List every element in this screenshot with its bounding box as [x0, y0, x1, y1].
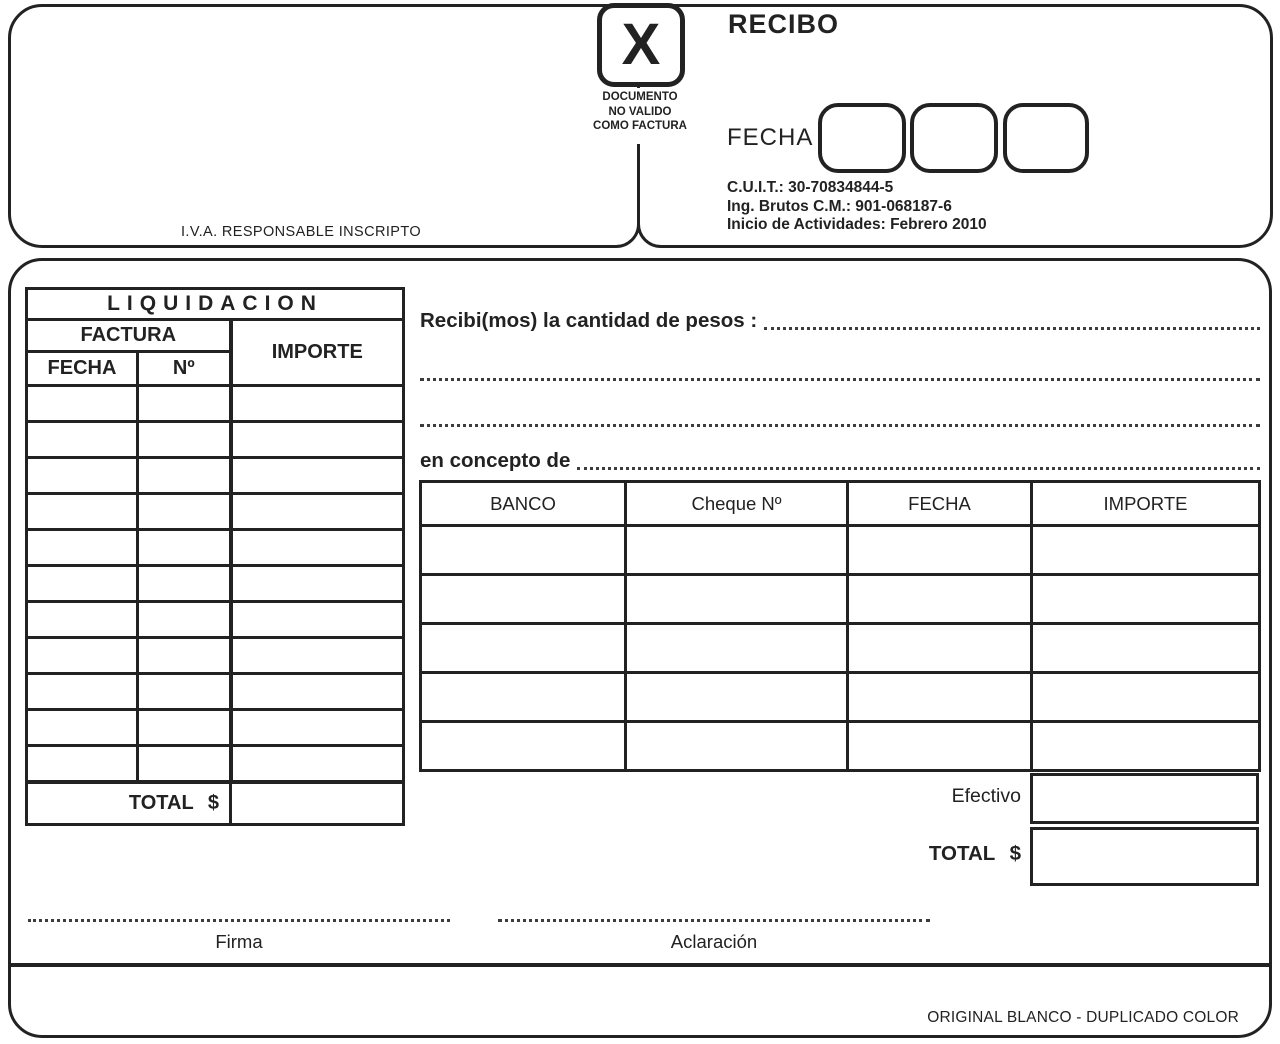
table-row: [27, 386, 404, 422]
empty-cell: [231, 458, 404, 494]
empty-cell: [138, 674, 231, 710]
amount-dots-2: [420, 378, 1260, 381]
empty-cell: [138, 602, 231, 638]
liquidacion-table: [25, 287, 405, 826]
empty-cell: [231, 530, 404, 566]
empty-cell: [27, 458, 138, 494]
empty-cell: [27, 746, 138, 782]
concepto-dots: [577, 467, 1260, 470]
clarification-block: [498, 919, 930, 953]
table-row: [421, 624, 1260, 673]
table-row: [27, 458, 404, 494]
empty-cell: [138, 422, 231, 458]
empty-cell: [848, 526, 1032, 575]
signature-block: [28, 919, 450, 953]
empty-cell: [1032, 624, 1260, 673]
empty-cell: [421, 624, 626, 673]
fecha-year-box: [1003, 103, 1089, 173]
concepto-label: en concepto de: [420, 449, 571, 472]
empty-cell: [231, 674, 404, 710]
liquidacion-total-label: TOTAL $: [27, 782, 231, 825]
empty-cell: [421, 722, 626, 771]
amount-line-1: [420, 309, 1260, 333]
amount-dots-3: [420, 424, 1260, 427]
signature-line: [28, 919, 450, 922]
banco-header: BANCO: [421, 482, 626, 526]
empty-cell: [848, 624, 1032, 673]
empty-cell: [626, 722, 848, 771]
tax-info-block: [727, 179, 987, 235]
fecha-label: FECHA: [727, 124, 814, 151]
table-row: [27, 746, 404, 782]
table-row: [421, 575, 1260, 624]
aclaracion-label: Aclaración: [670, 931, 758, 952]
recibi-label: Recibi(mos) la cantidad de pesos :: [420, 309, 758, 332]
ing-brutos-line: Ing. Brutos C.M.: 901-068187-6: [727, 197, 952, 215]
bank-table-body: [421, 526, 1260, 771]
copy-note-label: ORIGINAL BLANCO - DUPLICADO COLOR: [927, 1009, 1239, 1026]
document-note: DOCUMENTO NO VALIDO COMO FACTURA: [563, 88, 717, 144]
liquidacion-body: [27, 386, 404, 782]
table-row: [27, 710, 404, 746]
document-type-mark: X: [621, 12, 661, 77]
empty-cell: [27, 530, 138, 566]
empty-cell: [27, 638, 138, 674]
efectivo-label: Efectivo: [951, 785, 1021, 807]
empty-cell: [1032, 526, 1260, 575]
empty-cell: [138, 638, 231, 674]
empty-cell: [231, 638, 404, 674]
table-row: [421, 722, 1260, 771]
table-row: [27, 602, 404, 638]
empty-cell: [138, 386, 231, 422]
empty-cell: [138, 746, 231, 782]
empty-cell: [231, 710, 404, 746]
empty-cell: [626, 624, 848, 673]
empty-cell: [231, 746, 404, 782]
empty-cell: [848, 722, 1032, 771]
empty-cell: [848, 575, 1032, 624]
total-label: TOTAL $: [928, 842, 1021, 865]
inicio-actividades-line: Inicio de Actividades: Febrero 2010: [727, 216, 987, 233]
empty-cell: [421, 575, 626, 624]
iva-condition-label: I.V.A. RESPONSABLE INSCRIPTO: [180, 224, 422, 240]
header-right-panel: [637, 4, 1273, 248]
cuit-line: C.U.I.T.: 30-70834844-5: [727, 179, 894, 196]
document-title: RECIBO: [728, 9, 840, 39]
table-row: [421, 526, 1260, 575]
total-amount-cell: [1030, 827, 1259, 886]
empty-cell: [626, 673, 848, 722]
fecha-day-box: [818, 103, 906, 173]
bank-cheque-table: [419, 480, 1261, 772]
empty-cell: [138, 494, 231, 530]
empty-cell: [138, 566, 231, 602]
liquidacion-total-amount-cell: [231, 782, 404, 825]
factura-header: FACTURA: [27, 320, 231, 352]
fecha-header: FECHA: [27, 352, 138, 386]
empty-cell: [231, 386, 404, 422]
fecha-header: FECHA: [848, 482, 1032, 526]
empty-cell: [1032, 575, 1260, 624]
empty-cell: [421, 526, 626, 575]
empty-cell: [626, 526, 848, 575]
empty-cell: [421, 673, 626, 722]
empty-cell: [231, 566, 404, 602]
fecha-month-box: [910, 103, 998, 173]
efectivo-amount-cell: [1030, 773, 1259, 824]
bottom-strip-divider: [11, 963, 1269, 967]
empty-cell: [626, 575, 848, 624]
importe-header: IMPORTE: [1032, 482, 1260, 526]
amount-dots-1: [764, 327, 1260, 330]
empty-cell: [231, 602, 404, 638]
table-row: [27, 494, 404, 530]
empty-cell: [27, 422, 138, 458]
empty-cell: [27, 710, 138, 746]
table-row: [27, 638, 404, 674]
table-row: [27, 566, 404, 602]
main-panel: [8, 258, 1272, 1038]
header-left-panel: [8, 4, 640, 248]
liquidacion-total-row: [27, 782, 404, 825]
table-row: [27, 422, 404, 458]
numero-header: Nº: [138, 352, 231, 386]
empty-cell: [27, 386, 138, 422]
document-type-box: [597, 3, 685, 87]
empty-cell: [1032, 673, 1260, 722]
empty-cell: [1032, 722, 1260, 771]
empty-cell: [231, 422, 404, 458]
empty-cell: [27, 494, 138, 530]
table-row: [27, 530, 404, 566]
empty-cell: [138, 710, 231, 746]
clarification-line: [498, 919, 930, 922]
liquidacion-title: LIQUIDACION: [27, 289, 404, 320]
empty-cell: [848, 673, 1032, 722]
importe-header: IMPORTE: [231, 320, 404, 386]
empty-cell: [138, 530, 231, 566]
firma-label: Firma: [215, 931, 263, 952]
table-row: [27, 674, 404, 710]
empty-cell: [138, 458, 231, 494]
table-row: [421, 673, 1260, 722]
empty-cell: [27, 602, 138, 638]
cheque-header: Cheque Nº: [626, 482, 848, 526]
empty-cell: [27, 566, 138, 602]
empty-cell: [27, 674, 138, 710]
empty-cell: [231, 494, 404, 530]
concepto-line: [420, 449, 1260, 473]
